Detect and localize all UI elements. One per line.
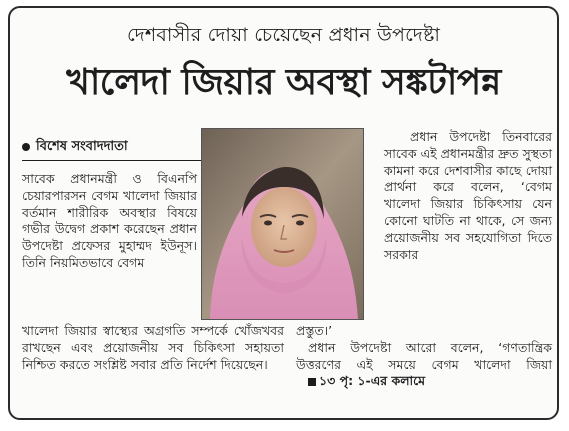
news-clipping bbox=[8, 6, 559, 420]
article-paragraph: প্রধান উপদেষ্টা তিনবারের সাবেক এই প্রধানমন্ত্রীর দ্রুত সুস্থতা কামনা করে দেশবাসীর কাছে দোয়া প্রার্থনা করে বলেন, ‘বেগম খালেদা জিয়ার চিকিৎসায় যেন কোনো ঘাটতি না থাকে, সে জন্য প্রয়োজনীয় সব সহযোগিতা দিতে সরকার bbox=[384, 129, 552, 262]
byline-text: বিশেষ সংবাদদাতা bbox=[36, 139, 128, 154]
article-column-bottom bbox=[22, 323, 284, 373]
continued-square-icon bbox=[308, 378, 316, 386]
article-paragraph: খালেদা জিয়ার স্বাস্থ্যের অগ্রগতি সম্পর্কে খোঁজখবর রাখছেন এবং প্রয়োজনীয় সব চিকিৎসা সহায়তা নিশ্চিত করতে সংশ্লিষ্ট সবার প্রতি নির্দেশ দিয়েছেন। bbox=[22, 323, 284, 372]
article-paragraph: সাবেক প্রধানমন্ত্রী ও বিএনপি চেয়ারপারসন বেগম খালেদা জিয়ার বর্তমান শারীরিক অবস্থার বিষয়ে গভীর উদ্বেগ প্রকাশ করেছেন প্রধান উপদেষ্টা প্রফেসর মুহাম্মদ ইউনূস। তিনি নিয়মিতভাবে বেগম bbox=[22, 171, 197, 270]
article-paragraph bbox=[296, 340, 552, 390]
portrait-photo-illustration bbox=[202, 129, 363, 319]
continued-label[interactable]: ১৩ পৃ: ১-এর কলামে bbox=[319, 373, 426, 389]
byline bbox=[22, 137, 207, 157]
article-column-bottom-right bbox=[296, 323, 552, 390]
article-kicker: দেশবাসীর দোয়া চেয়েছেন প্রধান উপদেষ্টা bbox=[126, 24, 441, 46]
continued-reference[interactable] bbox=[296, 373, 425, 390]
article-column-left bbox=[22, 171, 197, 272]
article-headline: খালেদা জিয়ার অবস্থা সঙ্কটাপন্ন bbox=[66, 62, 501, 103]
portrait-photo bbox=[201, 128, 364, 320]
byline-bullet-icon bbox=[22, 143, 30, 151]
article-paragraph: প্রস্তুত।’ bbox=[296, 323, 333, 338]
byline-rule bbox=[22, 160, 207, 161]
article-column-right bbox=[384, 129, 552, 263]
article-text: প্রধান উপদেষ্টা আরো বলেন, ‘গণতান্ত্রিক উত্তরণের এই সময়ে বেগম খালেদা জিয়া bbox=[296, 339, 552, 372]
